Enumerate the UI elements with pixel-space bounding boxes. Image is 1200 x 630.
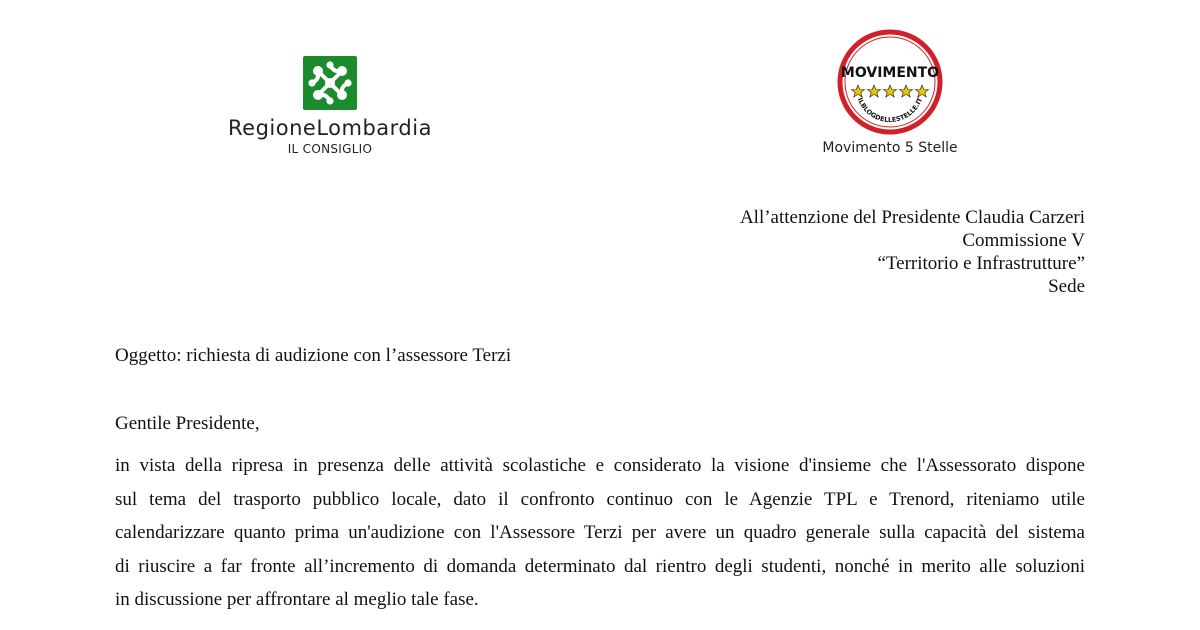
svg-text:MOVIMENTO: MOVIMENTO <box>840 65 940 81</box>
recipient-block <box>740 206 1085 298</box>
recipient-line: All’attenzione del Presidente Claudia Carzeri <box>739 207 1085 228</box>
body-line: calendarizzare quanto prima un'audizione con l'Assessore Terzi per avere un quadro generale sulla capacità del sistema <box>115 522 1085 543</box>
body-line: di riuscire a far fronte all’incremento di domanda determinato dal rientro degli studenti, nonché in merito alle soluzioni <box>115 555 1085 577</box>
regione-lombardia-rosa-camuna-icon <box>303 56 357 110</box>
recipient-line: “Territorio e Infrastrutture” <box>877 253 1085 274</box>
body-line: in vista della ripresa in presenza delle attività scolastiche e considerato la visione d'insieme che l'Assessorato dispone <box>115 455 1085 476</box>
movimento-5-stelle-logo <box>800 28 980 156</box>
svg-text:ILBLOGDELLESTELLE.IT: ILBLOGDELLESTELLE.IT <box>855 96 925 125</box>
regione-lombardia-logo <box>210 56 450 156</box>
recipient-line: Commissione V <box>962 230 1085 251</box>
letter-subject: Oggetto: richiesta di audizione con l’assessore Terzi <box>115 345 512 366</box>
regione-lombardia-name: RegioneLombardia <box>228 116 432 140</box>
letter-salutation: Gentile Presidente, <box>115 413 260 434</box>
body-line: sul tema del trasporto pubblico locale, dato il confronto continuo con le Agenzie TPL e Trenord, riteniamo utile <box>115 488 1085 510</box>
regione-lombardia-subtitle: IL CONSIGLIO <box>287 142 373 156</box>
recipient-line: Sede <box>1048 276 1085 297</box>
movimento-5-stelle-emblem-icon <box>836 28 944 136</box>
body-line: in discussione per affrontare al meglio tale fase. <box>115 589 479 610</box>
letter-body <box>115 449 1085 617</box>
movimento-5-stelle-caption: Movimento 5 Stelle <box>822 140 958 156</box>
